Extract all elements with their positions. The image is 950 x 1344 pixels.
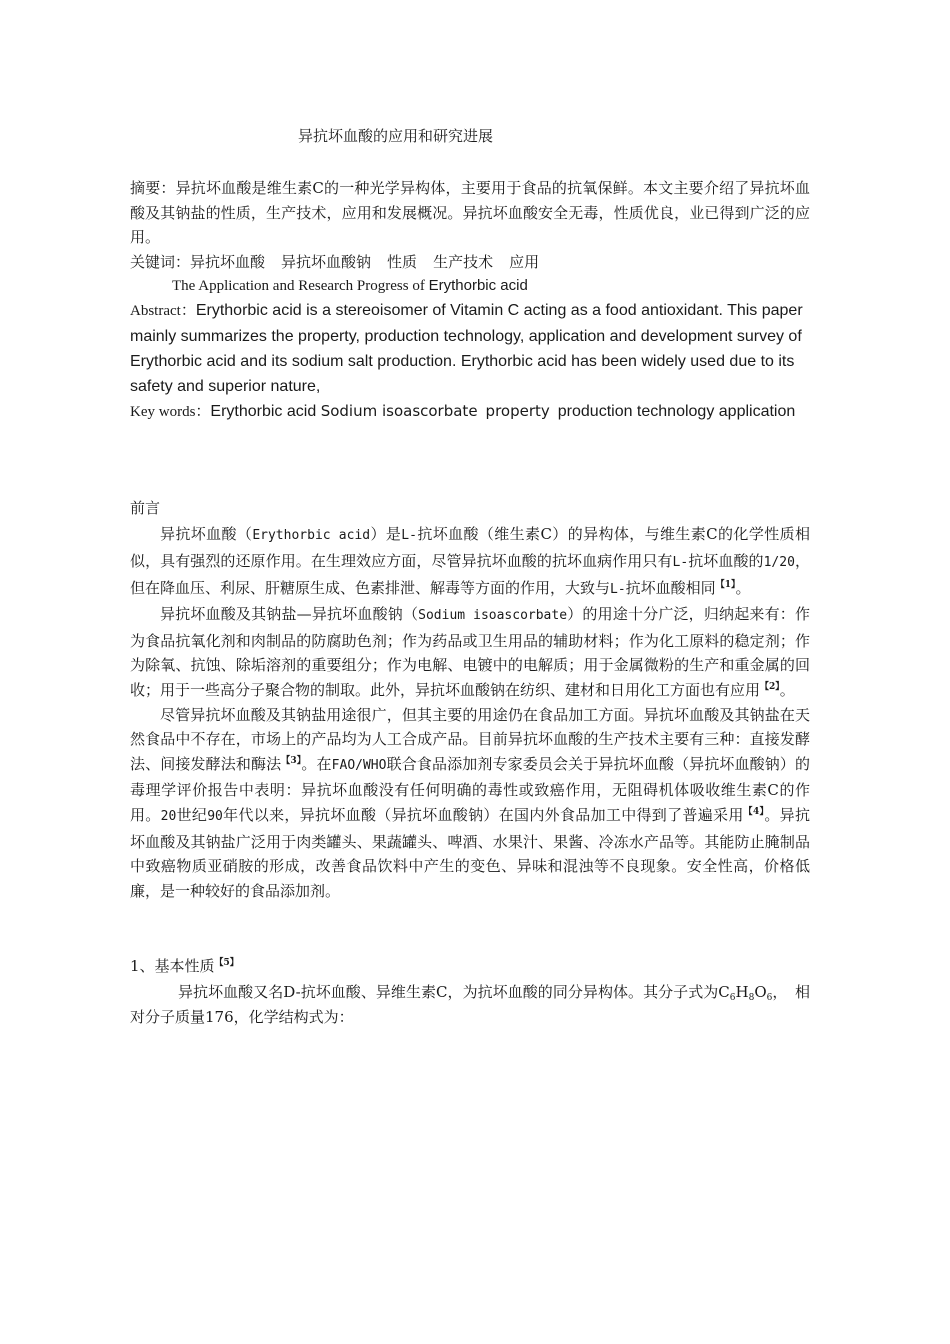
text-run: 抗坏血酸相同 [625, 578, 716, 597]
document-body [130, 122, 810, 1029]
text-run: 1/20 [763, 554, 795, 570]
keyword-en-2: Sodium isoascorbate [320, 402, 478, 421]
preface-paragraph-1 [130, 522, 810, 602]
keyword-en-1: Erythorbic acid [210, 403, 317, 421]
text-run: 异抗坏血酸又名D-抗坏血酸、异维生素C，为抗坏血酸的同分异构体。其分子式为 [178, 983, 719, 1002]
keyword-en-4: production technology application [557, 403, 796, 421]
keywords-en [130, 399, 810, 425]
text-run: 20 [160, 808, 177, 824]
keyword-cn-1: 异抗坏血酸 [190, 252, 266, 271]
text-run: 。在 [301, 754, 332, 773]
text-run: ）的用途十分广泛，归纳起来有：作为食品抗氧化剂和肉制品的防腐助色剂；作为药品或卫生用品的辅助材料；作为化工原料的稳定剂；作为除氧、抗蚀、除垢溶剂的重要组分；作为电解、电镀中的电解质；用于金属微粉的生产和重金属的回收；用于一些高分子聚合物的制取。此外，异抗坏血酸钠在纺织、建材和日用化工方面也有应用 [130, 605, 810, 699]
term-fao-who: FAO/WHO [331, 757, 387, 773]
text-run: 尽管异抗坏血酸及其钠盐用途很广，但其主要的用途仍在食品加工方面。异抗坏血酸及其钠盐在天然食品中不存在，市场上的产品均为人工合成产品。目前异抗坏血酸的生产技术主要有三种：直接发酵法、间接发酵法和酶法 [130, 705, 810, 773]
formula-subscript: 6 [766, 993, 773, 1004]
formula-subscript: 8 [748, 993, 755, 1004]
formula-element: H [735, 983, 749, 1002]
text-run: 联合食品添加剂专家委员会关于异抗坏血酸（异抗坏血酸钠）的毒理学评价报告中表明：异抗坏血酸没有任何明确的毒性或致癌作用，无阻碍机体吸收维生素C的作用。 [130, 754, 810, 824]
text-run: 90 [207, 808, 223, 824]
abstract-en-text: Erythorbic acid is a stereoisomer of Vitamin C acting as a food antioxidant. This paper mainly summarizes the property, production technology, application and development survey of Erythorbic acid and its sodium salt production. Erythorbic acid has been widely used due to its safety and superior nature, [130, 302, 803, 396]
text-run: 年代以来，异抗坏血酸（异抗坏血酸钠）在国内外食品加工中得到了普遍采用 [222, 805, 744, 824]
keywords-en-label: Key words： [130, 404, 211, 421]
paper-title: 异抗坏血酸的应用和研究进展 [298, 127, 494, 145]
abstract-cn-text: 异抗坏血酸是维生素C的一种光学异构体，主要用于食品的抗氧保鲜。本文主要介绍了异抗坏血酸及其钠盐的性质，生产技术，应用和发展概况。异抗坏血酸安全无毒，性质优良，业已得到广泛的应用。 [130, 179, 810, 247]
citation-ref: 【1】 [715, 579, 736, 590]
formula-element: O [754, 983, 767, 1002]
english-title-serif: The Application and Research Progress of [172, 278, 429, 295]
section-1-paragraph [130, 980, 810, 1029]
term-erythorbic-acid: Erythorbic acid [252, 528, 371, 544]
term-sodium-isoascorbate: Sodium isoascorbate [418, 608, 568, 624]
section-1-title: 1、基本性质 [130, 957, 215, 976]
preface-heading: 前言 [130, 499, 161, 518]
text-run: 异抗坏血酸及其钠盐—异抗坏血酸钠（ [160, 605, 419, 624]
keywords-cn [130, 250, 810, 275]
english-title [172, 274, 810, 298]
text-run: ， 相对分子质量176，化学结构式为： [130, 983, 810, 1026]
abstract-cn [130, 176, 810, 250]
citation-ref: 【2】 [760, 681, 780, 692]
text-run: 抗坏血酸（维生素C）的异构体，与维生素C的化学性质相似，具有强烈的还原作用。在生理效应方面，尽管异抗坏血酸的抗坏血病作用只有 [130, 525, 810, 570]
text-run: L- [610, 581, 626, 597]
text-run: ，但在降血压、利尿、肝糖原生成、色素排泄、解毒等方面的作用，大致与 [130, 551, 810, 597]
formula-subscript: 6 [729, 993, 736, 1004]
text-run: L- [401, 528, 417, 544]
preface-paragraph-3 [130, 703, 810, 904]
spacer [130, 425, 810, 495]
section-1-heading [130, 953, 810, 979]
molecular-formula [718, 983, 773, 1004]
text-run: ）是 [370, 525, 402, 544]
keyword-cn-2: 异抗坏血酸钠 [281, 252, 372, 271]
keywords-cn-label: 关键词： [130, 252, 191, 271]
abstract-en-label: Abstract： [130, 303, 196, 320]
text-run: 。异抗坏血酸及其钠盐广泛用于肉类罐头、果蔬罐头、啤酒、水果汁、果酱、冷冻水产品等。其能防止腌制品中致癌物质亚硝胺的形成，改善食品饮料中产生的变色、异味和混浊等不良现象。安全性高，价格低廉，是一种较好的食品添加剂。 [130, 805, 810, 900]
english-title-sans: Erythorbic acid [428, 277, 528, 295]
text-run: L- [672, 554, 689, 570]
keyword-cn-5: 应用 [509, 252, 540, 271]
text-run: 抗坏血酸的 [688, 551, 764, 570]
citation-ref: 【3】 [281, 755, 302, 766]
formula-element: C [718, 983, 730, 1002]
abstract-cn-label: 摘要： [130, 179, 176, 197]
preface-paragraph-2 [130, 602, 810, 702]
text-run: 。 [779, 680, 795, 699]
text-run: 。 [735, 578, 751, 597]
citation-ref: 【4】 [743, 806, 765, 817]
keyword-en-3: property [485, 402, 550, 421]
abstract-en [130, 298, 810, 399]
keyword-cn-4: 生产技术 [433, 252, 494, 271]
citation-ref: 【5】 [214, 958, 239, 969]
spacer [130, 903, 810, 953]
text-run: 世纪 [176, 805, 208, 824]
keyword-cn-3: 性质 [387, 252, 418, 271]
text-run: 异抗坏血酸（ [160, 525, 253, 544]
